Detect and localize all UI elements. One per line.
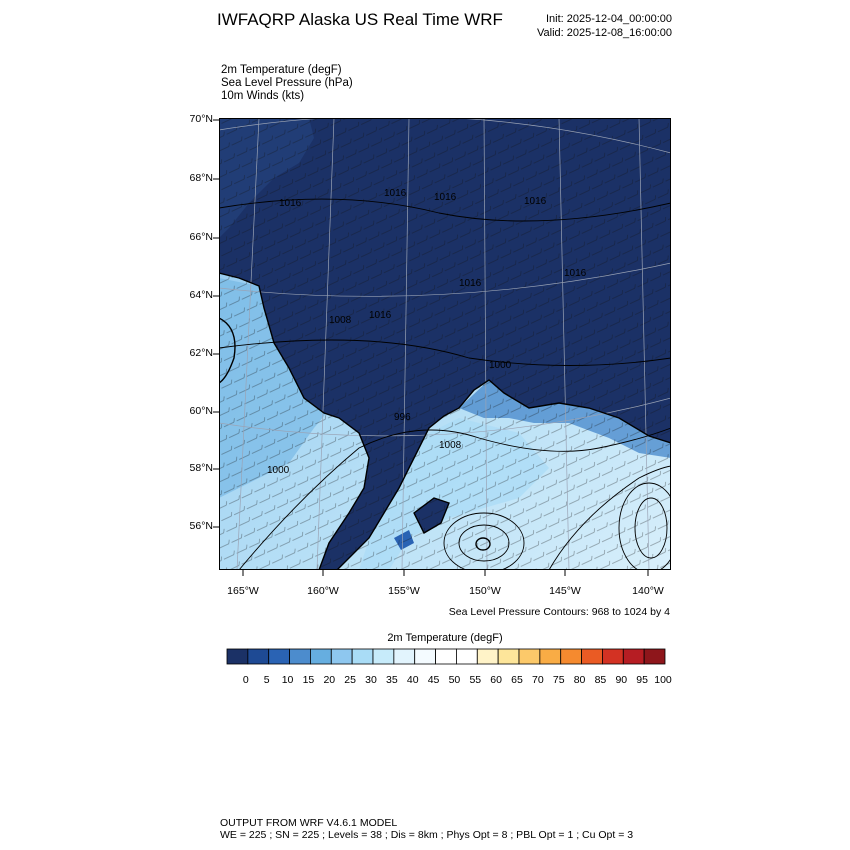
colorbar-label: 45 <box>427 674 440 686</box>
contour-label: 996 <box>394 412 411 423</box>
colorbar-label: 100 <box>654 674 672 686</box>
lat-label: 60°N <box>189 405 213 417</box>
colorbar-swatch <box>519 649 540 664</box>
colorbar-swatch <box>623 649 644 664</box>
colorbar-label: 40 <box>406 674 419 686</box>
colorbar-label: 55 <box>469 674 482 686</box>
colorbar-label: 80 <box>573 674 586 686</box>
init-time: Init: 2025-12-04_00:00:00 <box>546 13 672 25</box>
contour-label: 1008 <box>329 315 352 326</box>
colorbar-swatch <box>394 649 415 664</box>
field-label-temperature: 2m Temperature (degF) <box>221 64 342 76</box>
colorbar-swatch <box>331 649 352 664</box>
colorbar-swatch <box>248 649 269 664</box>
lat-label: 66°N <box>189 231 213 243</box>
colorbar-label: 35 <box>386 674 398 686</box>
model-info: OUTPUT FROM WRF V4.6.1 MODEL <box>220 817 398 829</box>
colorbar-swatch <box>436 649 457 664</box>
contour-label: 1016 <box>384 188 407 199</box>
lat-label: 70°N <box>189 113 213 125</box>
lon-label: 150°W <box>469 585 501 597</box>
contour-label: 1000 <box>267 465 290 476</box>
axis-ticks <box>219 118 671 570</box>
contour-label: 1016 <box>369 310 392 321</box>
colorbar-swatch <box>352 649 373 664</box>
lat-label: 68°N <box>189 172 213 184</box>
colorbar-label: 10 <box>281 674 294 686</box>
colorbar-label: 70 <box>532 674 544 686</box>
lat-label: 58°N <box>189 462 213 474</box>
colorbar-label: 30 <box>365 674 377 686</box>
lon-label: 145°W <box>549 585 581 597</box>
colorbar-swatch <box>373 649 394 664</box>
colorbar-label: 50 <box>448 674 461 686</box>
field-label-pressure: Sea Level Pressure (hPa) <box>221 77 353 89</box>
contour-label: 1016 <box>524 196 547 207</box>
colorbar-swatch <box>456 649 477 664</box>
contour-label: 1016 <box>459 278 482 289</box>
colorbar-label: 65 <box>511 674 523 686</box>
colorbar-label: 15 <box>302 674 315 686</box>
colorbar-label: 5 <box>263 674 270 686</box>
lon-label: 160°W <box>307 585 339 597</box>
page-title: IWFAQRP Alaska US Real Time WRF <box>217 10 503 29</box>
lon-label: 140°W <box>632 585 664 597</box>
model-settings: WE = 225 ; SN = 225 ; Levels = 38 ; Dis = 8km ; Phys Opt = 8 ; PBL Opt = 1 ; Cu Opt = 3 <box>220 829 634 841</box>
colorbar-swatch <box>290 649 311 664</box>
colorbar-swatch <box>602 649 623 664</box>
colorbar-swatch <box>477 649 498 664</box>
colorbar-swatch <box>415 649 436 664</box>
lat-label: 64°N <box>189 289 213 301</box>
colorbar-swatch <box>498 649 519 664</box>
colorbar-label: 60 <box>490 674 502 686</box>
valid-time: Valid: 2025-12-08_16:00:00 <box>537 27 672 39</box>
field-label-winds: 10m Winds (kts) <box>221 90 305 102</box>
colorbar-title: 2m Temperature (degF) <box>387 632 503 644</box>
contour-label: 1016 <box>279 198 302 209</box>
contour-note: Sea Level Pressure Contours: 968 to 1024 by 4 <box>448 606 670 618</box>
colorbar-swatch <box>561 649 582 664</box>
lat-label: 56°N <box>189 520 213 532</box>
lat-label: 62°N <box>189 347 213 359</box>
colorbar-label: 95 <box>636 674 648 686</box>
contour-label: 1000 <box>489 360 512 371</box>
colorbar-label: 85 <box>594 674 607 686</box>
contour-label: 1016 <box>434 192 457 203</box>
colorbar-label: 0 <box>242 674 249 686</box>
colorbar <box>226 648 666 666</box>
colorbar-swatch <box>540 649 561 664</box>
colorbar-swatch <box>269 649 290 664</box>
contour-label: 1016 <box>564 268 587 279</box>
colorbar-label: 25 <box>344 674 356 686</box>
colorbar-label: 75 <box>552 674 565 686</box>
contour-label: 1008 <box>439 440 462 451</box>
colorbar-swatch <box>644 649 665 664</box>
lon-label: 155°W <box>388 585 420 597</box>
colorbar-swatch <box>310 649 331 664</box>
lon-label: 165°W <box>227 585 259 597</box>
weather-map <box>219 118 671 570</box>
colorbar-swatch <box>582 649 603 664</box>
colorbar-swatch <box>227 649 248 664</box>
colorbar-label: 90 <box>615 674 628 686</box>
colorbar-label: 20 <box>323 674 336 686</box>
